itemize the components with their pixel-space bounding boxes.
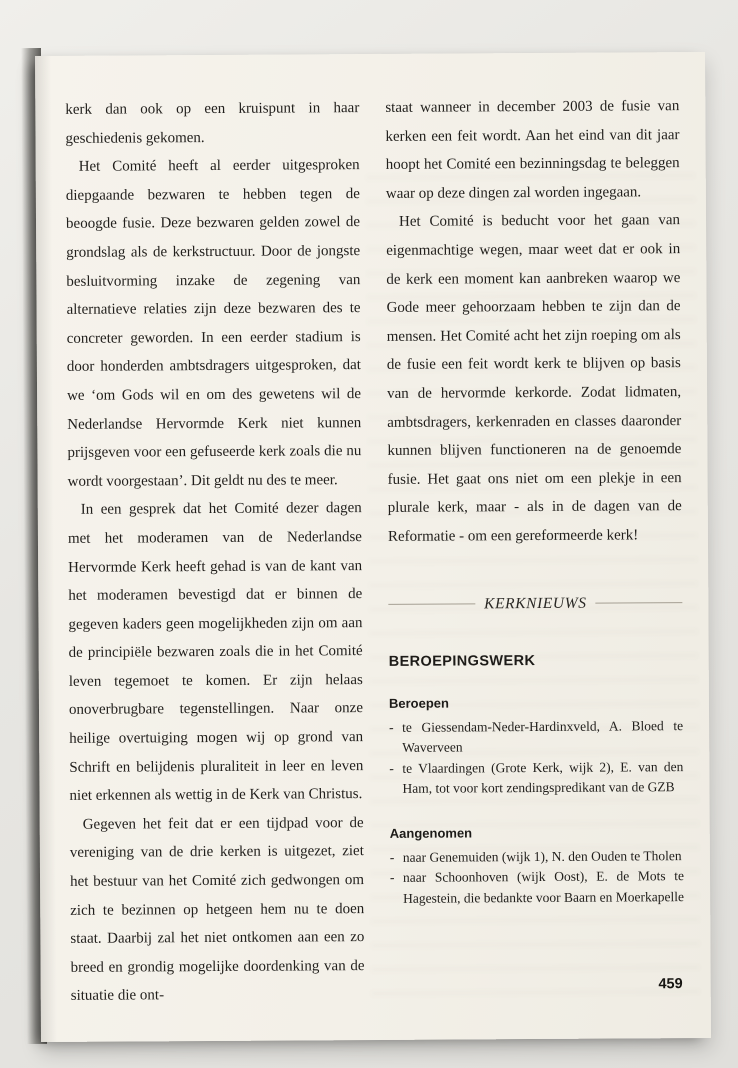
list-dash: - [389,869,395,885]
paragraph: staat wanneer in december 2003 de fusie van kerken een feit wordt. Aan het eind van dit jaar hoopt het Comité een bezinningsdag te beleggen waar op deze dingen zal worden ingegaan. [385,98,680,202]
page-content [35,52,711,1042]
page-number: 459 [658,976,683,993]
paragraph: Gegeven het feit dat er een tijdpad voor de vereniging van de drie kerken is uitgezet, ziet het bestuur van het Comité zich gedwongen om zich te bezinnen op hetgeen hem nu te doen staat. Daarbij zal het niet ontkomen aan een zo breed en grondig mogelijke doordenking van de situatie die ont- [69,814,365,1005]
left-column [65,94,365,1042]
rule-left [388,603,475,605]
list-dash: - [389,849,395,865]
list-item [390,866,684,909]
list-dash: - [389,719,394,735]
right-column [385,92,685,1040]
rule-right [596,602,683,604]
list-dash: - [389,760,394,776]
beroepingswerk-heading: BEROEPINGSWERK [388,652,536,670]
paragraph: Het Comité is beducht voor het gaan van eigenmachtige wegen, maar weet dat er ook in de kerk een moment kan aanbreken waarop we Gode meer gehoorzaam hebben te zijn dan de mensen. Het Comité acht het zijn roeping om als de fusie een feit wordt kerk te blijven op basis van de hervormde kerkorde. Zodat lidmaten, ambtsdragers, kerkenraden en classes daaronder kunnen blijven functioneren na de genoemde fusie. Het gaat ons niet om een plekje in een plurale kerk, maar - als in de dagen van de Reformatie - om een gereformeerde kerk! [386,212,682,545]
paragraph: Het Comité heeft al eerder uitgesproken diepgaande bezwaren te hebben tegen de beoogde fusie. Deze bezwaren gelden zowel de grondslag als de kerkstructuur. Door de jongste besluitvorming inzake de zegening van alternatieve relaties zijn deze bezwaren des te concreter geworden. In een eerder stadium is door honderden ambtsdragers uitgesproken, dat we ‘om Gods wil en om des gewetens wil de Nederlandse Hervormde Kerk niet kunnen prijsgeven voor een gefuseerde kerk zoals die nu wordt voorgestaan’. Dit geldt nu des te meer. [65,157,362,490]
paragraph: In een gesprek dat het Comité dezer dagen met het moderamen van de Nederlandse Hervormde Kerk heeft gehad is van de kant van het moderamen bevestigd dat er binnen de gegeven kaders geen mogelijkheden zijn om aan de principiële bezwaren zoals die in het Comité leven tegemoet te komen. Er zijn helaas onoverbrugbare tegenstellingen. Naar onze heilige overtuiging mogen wij op grond van Schrift en belijdenis pluraliteit in leer en leven niet erkennen als wettig in de Kerk van Christus. [67,500,364,805]
list-item [390,846,684,868]
list-item [389,716,683,759]
list-item-text: naar Schoonhoven (wijk Oost), E. de Mots te Hagestein, die bedankte voor Baarn en Moerkapelle [402,868,685,906]
list-item-text: naar Genemuiden (wijk 1), N. den Ouden te Tholen [402,847,682,865]
aangenomen-subheading: Aangenomen [389,824,473,841]
beroepen-subheading: Beroepen [388,695,449,711]
paragraph: kerk dan ook op een kruispunt in haar geschiedenis gekomen. [65,100,360,147]
magazine-page [35,52,711,1042]
list-item-text: te Vlaardingen (Grote Kerk, wijk 2), E. van den Ham, tot voor kort zendingspredikant van de GZB [402,758,684,796]
list-item [389,757,683,800]
list-item-text: te Giessendam-Neder-Hardinxveld, A. Bloed te Waverveen [402,717,684,755]
kerknieuws-section-header [388,594,682,614]
kerknieuws-title: KERKNIEUWS [484,594,587,612]
